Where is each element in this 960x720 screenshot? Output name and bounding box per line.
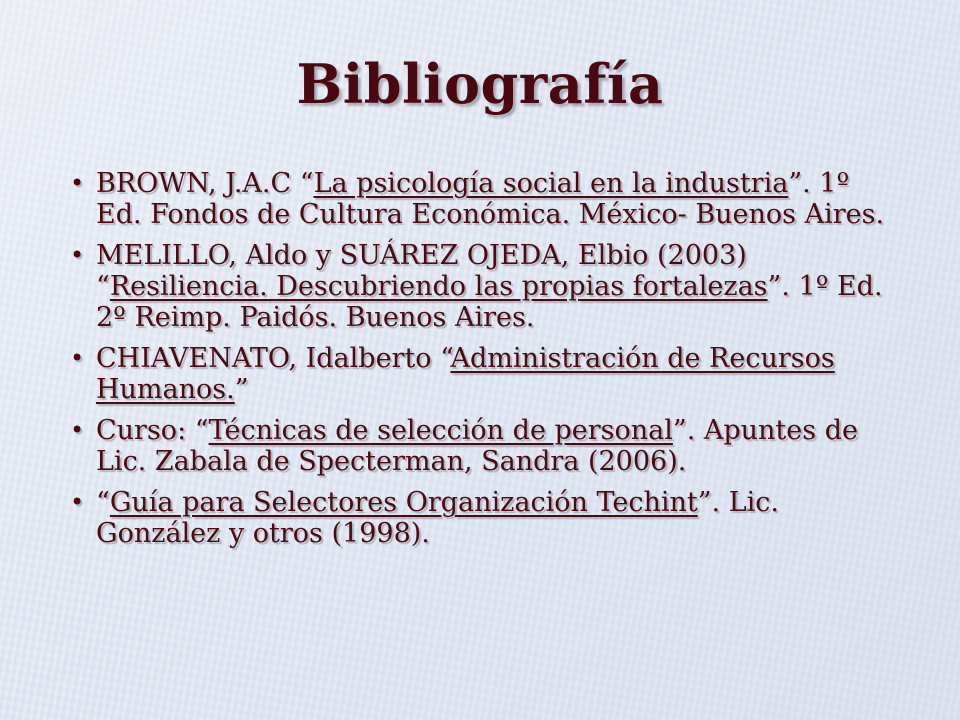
entry-title-link[interactable]: Técnicas de selección de personal	[208, 415, 673, 446]
entry-lead: BROWN, J.A.C “	[96, 168, 314, 199]
bibliography-item	[70, 168, 900, 230]
bibliography-item	[70, 415, 900, 477]
bibliography-item	[70, 487, 900, 549]
entry-title-link[interactable]: Administración de Recursos Humanos.	[96, 343, 835, 405]
entry-tail: ”. 1º Ed. Fondos de Cultura Económica. México- Buenos Aires.	[96, 168, 885, 230]
entry-lead: “	[96, 487, 110, 518]
bullet-icon: •	[70, 344, 85, 372]
bullet-icon: •	[70, 488, 85, 516]
entry-tail: ”. 1º Ed. 2º Reimp. Paidós. Buenos Aires.	[96, 271, 883, 333]
bibliography-item	[70, 240, 900, 333]
entry-tail: ”	[234, 374, 249, 405]
entry-lead: MELILLO, Aldo y SUÁREZ OJEDA, Elbio (2003) “	[96, 240, 747, 302]
bullet-icon: •	[70, 169, 85, 197]
entry-lead: CHIAVENATO, Idalberto “	[96, 343, 451, 374]
entry-tail: ”. Apuntes de Lic. Zabala de Specterman, Sandra (2006).	[96, 415, 858, 477]
entry-lead: Curso: “	[96, 415, 209, 446]
entry-title-link[interactable]: Resiliencia. Descubriendo las propias fortalezas	[109, 271, 768, 302]
bibliography-list	[70, 168, 900, 559]
entry-title-link[interactable]: Guía para Selectores Organización Techint	[109, 487, 698, 518]
bullet-icon: •	[70, 416, 85, 444]
entry-tail: ”. Lic. González y otros (1998).	[96, 487, 779, 549]
bullet-icon: •	[70, 241, 85, 269]
bibliography-item	[70, 343, 900, 405]
entry-title-link[interactable]: La psicología social en la industria	[313, 168, 789, 199]
slide-title: Bibliografía	[296, 52, 664, 116]
